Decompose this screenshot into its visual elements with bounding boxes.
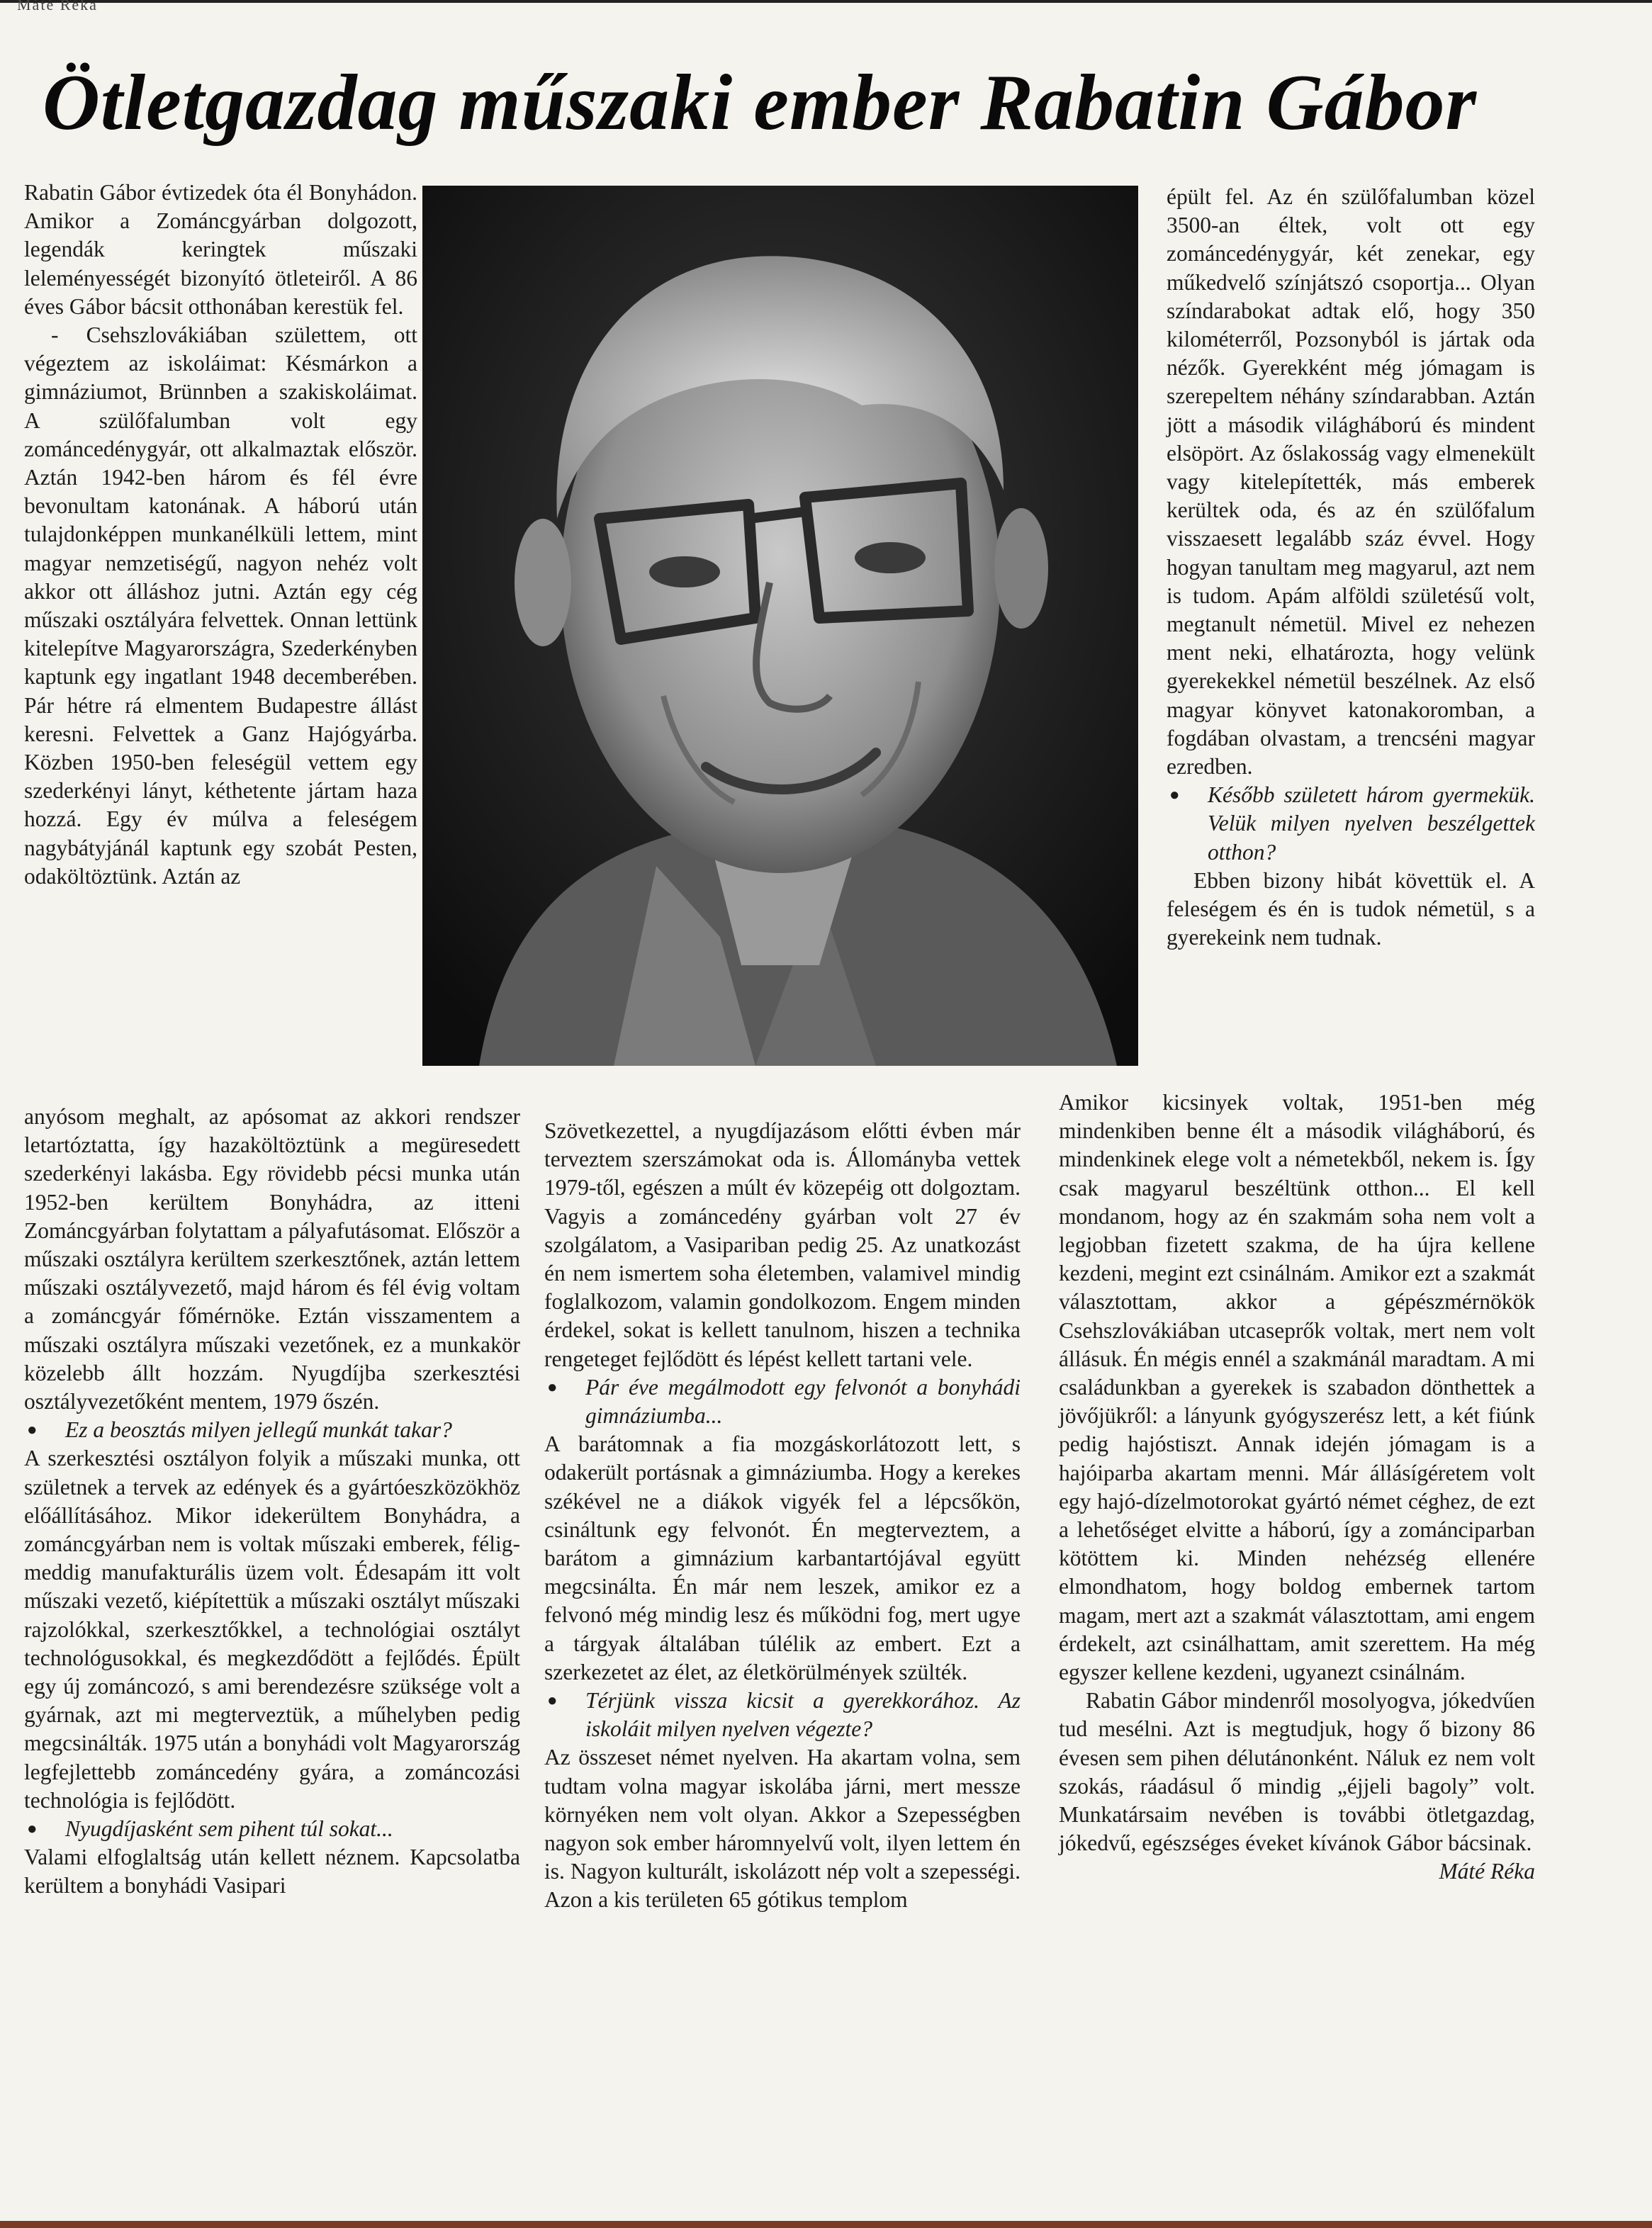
interview-answer: A barátomnak a fia mozgáskorlátozott lett, s odakerült portásnak a gimnáziumba. Hogy a kerekes székével ne a diákok vigyék fel a lépcsőkön, csináltunk egy felvonót. Én megterveztem, a barátom a gimnázium karbantartójával együtt megcsinálta. Én már nem leszek, amikor ez a felvonó még mindig lesz és működni fog, mert ugye a tárgyak általában túlélik az embert. Ezt a szerkezetet az élet, az életkörülmények szülték. [544, 1431, 1021, 1684]
column-3-upper [1167, 183, 1535, 952]
column-3-lower [1059, 1088, 1535, 1886]
column-2 [544, 1117, 1021, 1915]
column-1 [24, 179, 417, 891]
running-head: Máté Réka [17, 0, 98, 13]
article-paragraph: anyósom meghalt, az apósomat az akkori rendszer letartóztatta, így hazaköltöztünk a megüresedett szederkényi lakásba. Egy rövidebb pécsi munka után 1952-ben kerültem Bonyhádra, az itteni Zománcgyárban folytattam a pályafutásomat. Először a műszaki osztályra kerültem szerkesztőnek, aztán lettem műszaki osztályvezető, majd három és fél évig voltam a zománcgyár főmérnöke. Eztán visszamentem a műszaki osztályra műszaki vezetőnek, ez a munkakör közelebb állt hozzám. Nyugdíjba szerkesztési osztályvezetőként mentem, 1979 őszén. [24, 1104, 520, 1414]
author-signature: Máté Réka [1439, 1859, 1535, 1884]
column-1-lower [24, 1103, 520, 1901]
interview-question: ● Később született három gyermekük. Velük milyen nyelven beszélgettek otthon? [1167, 781, 1535, 867]
interview-question: ● Ez a beosztás milyen jellegű munkát takar? [24, 1416, 520, 1444]
article-paragraph: Szövetkezettel, a nyugdíjazásom előtti évben már terveztem szerszámokat oda is. Állományba vettek 1979-től, egészen a múlt év közepéig ott dolgoztam. Vagyis a zománcedény gyárban volt 27 év szolgálatom, a Vasipariban pedig 25. Az unatkozást én nem ismertem soha életemben, valamivel mindig foglalkozom, valamin gondolkozom. Engem minden érdekel, sokat is kellett tanulnom, hiszen a technika rengeteget fejlődött és lépést kellett tartani vele. [544, 1118, 1021, 1371]
interview-question: ● Térjünk vissza kicsit a gyerekkorához. Az iskoláit milyen nyelven végezte? [544, 1687, 1021, 1743]
interview-answer: A szerkesztési osztályon folyik a műszaki munka, ott születnek a tervek az edények és a gyártóeszközökhöz előállításához. Mikor idekerültem Bonyhádra, a zománcgyárban nem is voltak műszaki emberek, félig-meddig manufakturális üzem volt. Édesapám itt volt műszaki vezető, kiépítettük a műszaki osztályt műszaki rajzolókkal, szerkesztőkkel, a technológiai osztályt technológusokkal, és megkezdődött a fejlődés. Épült egy új zománcozó, s ami berendezésre szüksége volt a gyárnak, azt mi megterveztük, a műhelyben pedig megcsinálták. 1975 után a bonyhádi volt Magyarország legfejlettebb zománcedény gyára, a zománcozási technológia is fejlődött. [24, 1446, 520, 1813]
top-rule [0, 0, 1652, 3]
portrait-photo [422, 186, 1138, 1066]
lead-paragraph: Rabatin Gábor évtizedek óta él Bonyhádon. Amikor a Zománcgyárban dolgozott, legendák keringtek műszaki leleményességét bizonyító ötleteiről. A 86 éves Gábor bácsit otthonában kerestük fel. [24, 180, 417, 319]
interview-answer: Amikor kicsinyek voltak, 1951-ben még mindenkiben benne élt a második világháború, és mindenkinek elege volt a németekből, nekem is. Így csak magyarul beszéltünk otthon... El kell mondanom, hogy az én szakmám soha nem volt a legjobban fizetett szakma, de ha újra kellene kezdeni, megint ezt csinálnám. Amikor ezt a szakmát választottam, akkor a gépészmérnökök Csehszlovákiában utcaseprők voltak, mert nem volt állásuk. Én mégis ennél a szakmánál maradtam. A mi családunkban a gyerekek is szabadon dönthettek a jövőjükről: a lányunk gyógyszerész lett, a két fiúnk pedig hajóstiszt. Annak idején jómagam is a hajóiparba akartam menni. Már állásígéretem volt egy hajó-dízelmotorokat gyártó német céghez, de ezt a lehetőséget elvitte a háború, így a zománciparban kötöttem ki. Minden nehézség ellenére elmondhatom, hogy boldog embernek tartom magam, mert azt a szakmát választottam, ami engem érdekelt, azt csinálhattam, amit szerettem. Ha még egyszer kellene kezdeni, ugyanezt csinálnám. [1059, 1090, 1535, 1685]
interview-question: ● Nyugdíjasként sem pihent túl sokat... [24, 1815, 520, 1843]
portrait-photo-icon [422, 186, 1138, 1066]
interview-question: ● Pár éve megálmodott egy felvonót a bonyhádi gimnáziumba... [544, 1373, 1021, 1430]
page-bottom-edge [0, 2221, 1652, 2228]
article-paragraph: épült fel. Az én szülőfalumban közel 3500-an éltek, volt ott egy zománcedénygyár, két zenekar, egy műkedvelő színjátszó csoportja... Olyan színdarabokat adtak elő, hogy 350 kilométerről, Pozsonyból is jártak oda nézők. Gyerekként még jómagam is szerepeltem néhány színdarabban. Aztán jött a második világháború és mindent elsöpört. Az őslakosság vagy elmenekült vagy kitelepítették, más emberek kerültek oda, és az én szülőfalum visszaesett legalább száz évvel. Hogy hogyan tanultam meg magyarul, azt nem is tudom. Apám alföldi születésű volt, megtanult németül. Mivel ez nehezen ment neki, elhatározta, hogy velünk gyerekekkel németül beszélnek. Az első magyar könyvet katonakoromban, a fogdában olvastam, a trencséni magyar ezredben. [1167, 184, 1535, 780]
interview-answer: Az összeset német nyelven. Ha akartam volna, sem tudtam volna magyar iskolába járni, mert messze környéken nem volt olyan. Akkor a Szepességben nagyon sok ember háromnyelvű volt, ilyen lettem én is. Nagyon kulturált, iskolázott nép volt a szepességi. Azon a kis területen 65 gótikus templom [544, 1745, 1021, 1913]
interview-answer: Ebben bizony hibát követtük el. A feleségem és én is tudok németül, s a gyerekeink nem tudnak. [1167, 867, 1535, 950]
closing-paragraph: Rabatin Gábor mindenről mosolyogva, jókedvűen tud mesélni. Azt is megtudjuk, hogy ő bizony 86 évesen sem pihen délutánonként. Náluk ez nem volt szokás, ráadásul ő mindig „éjjeli bagoly” volt. Munkatársaim nevében is további ötletgazdag, jókedvű, egészséges éveket kívánok Gábor bácsinak. [1059, 1688, 1535, 1856]
article-title: Ötletgazdag műszaki ember Rabatin Gábor [43, 59, 1478, 147]
interview-answer: Valami elfoglaltság után kellett néznem. Kapcsolatba kerültem a bonyhádi Vasipari [24, 1845, 520, 1898]
interview-paragraph: - Csehszlovákiában születtem, ott végeztem az iskoláimat: Késmárkon a gimnáziumot, Brünnben a szakiskoláimat. A szülőfalumban volt egy zománcedénygyár, ott alkalmaztak először. Aztán 1942-ben három és fél évre bevonultam katonának. A háború után tulajdonképpen munkanélküli lettem, mint magyar nemzetiségű, nagyon nehéz volt akkor ott álláshoz jutni. Aztán egy cég műszaki osztályára felvettek. Onnan lettünk kitelepítve Magyarországra, Szederkényben kaptunk egy ingatlant 1948 decemberében. Pár hétre rá elmentem Budapestre állást keresni. Felvettek a Ganz Hajógyárba. Közben 1950-ben feleségül vettem egy szederkényi lányt, kéthetente jártam haza hozzá. Egy év múlva a feleségem nagybátyjánál kaptunk egy szobát Pesten, odaköltöztünk. Aztán az [24, 322, 417, 889]
